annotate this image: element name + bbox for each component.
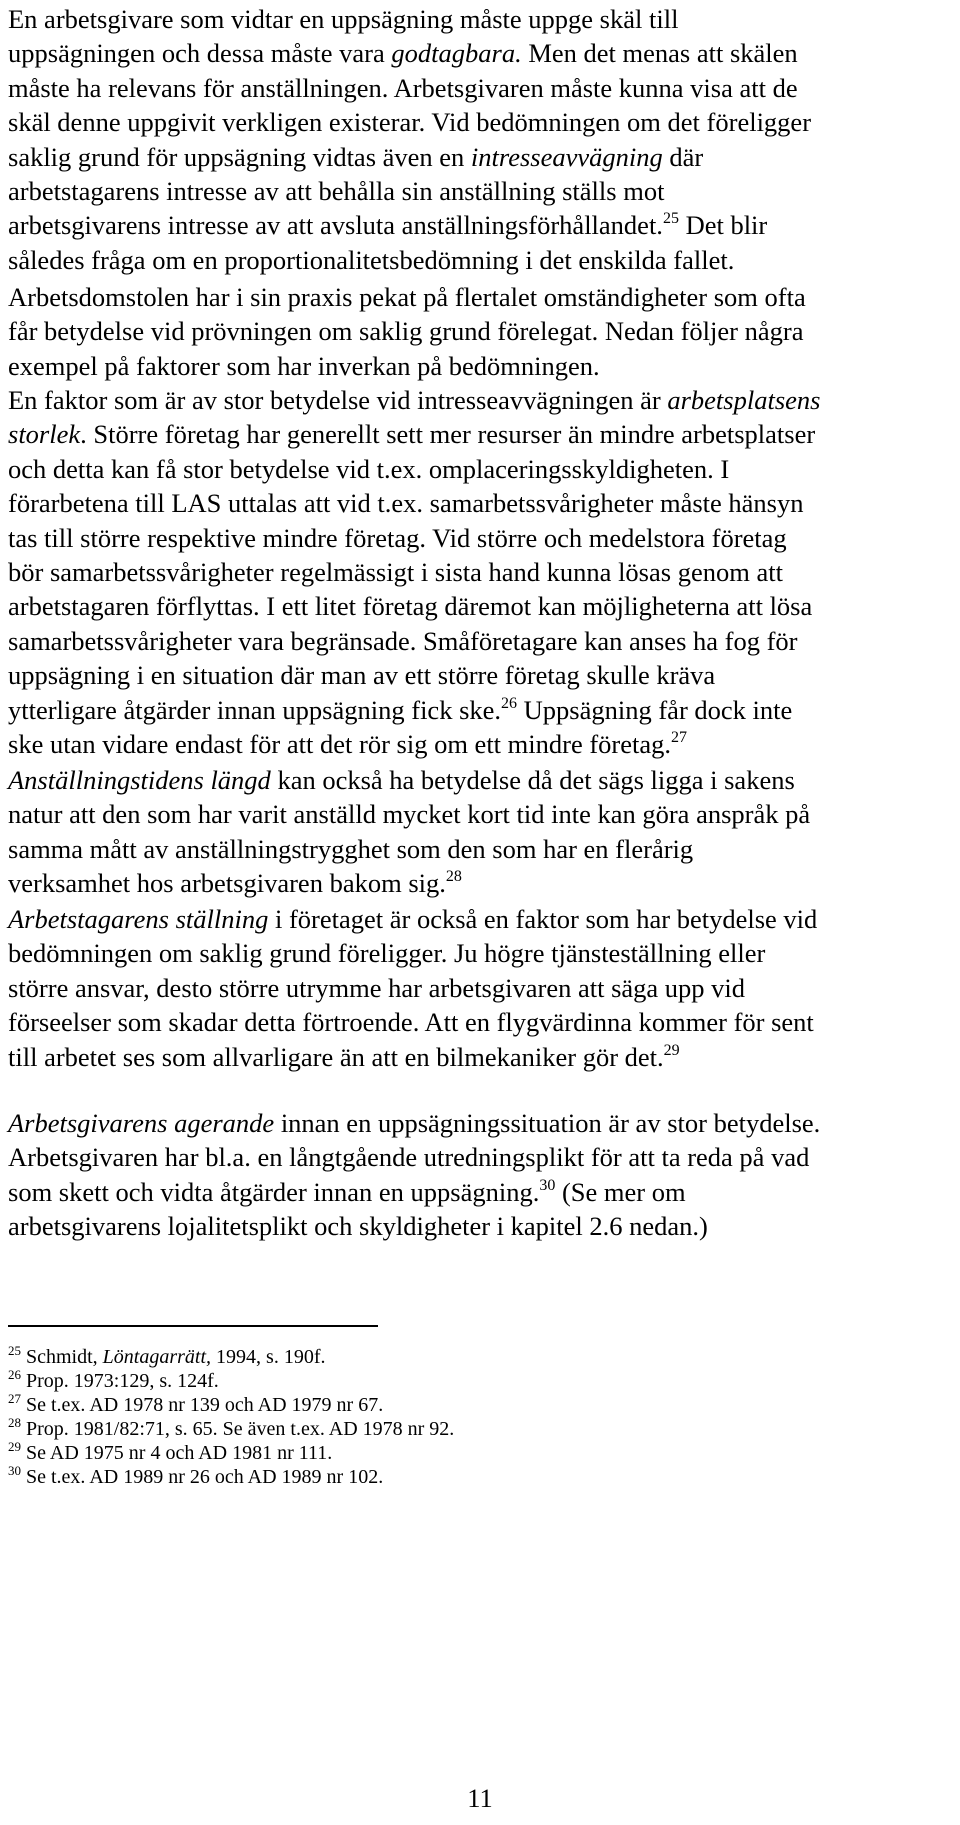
text-run: En faktor som är av stor betydelse vid intresseavvägningen är <box>8 385 668 415</box>
text-line <box>8 763 958 797</box>
paragraph-arbetsplatsens-storlek <box>8 383 958 761</box>
emphasis: Anställningstidens längd <box>8 765 271 795</box>
page-number: 11 <box>467 1783 493 1813</box>
text-line <box>8 105 958 139</box>
text-line <box>8 314 958 348</box>
text-line <box>8 727 958 761</box>
text-run: arbetsgivarens lojalitetsplikt och skyldigheter i kapitel 2.6 nedan.) <box>8 1211 708 1242</box>
footnote-ref: 26 <box>501 694 518 712</box>
text-line <box>8 589 958 623</box>
text-run: förarbetena till LAS uttalas att vid t.ex. samarbetssvårigheter måste hänsyn <box>8 488 804 519</box>
text-line <box>8 866 958 900</box>
emphasis: arbetsplatsens <box>667 385 821 415</box>
text-line <box>8 1209 958 1243</box>
text-line <box>8 1140 958 1174</box>
footnote-text: 1994, s. 190f. <box>211 1346 326 1368</box>
text-line <box>8 383 958 417</box>
footnote-28 <box>8 1415 455 1440</box>
emphasis: intresseavvägning <box>470 141 663 172</box>
text-line <box>8 1175 958 1209</box>
text-run: . Större företag har generellt sett mer resurser än mindre arbetsplatser <box>80 419 816 450</box>
paragraph-praxis <box>8 280 958 383</box>
text-run: bör samarbetssvårigheter regelmässigt i sista hand kunna lösas genom att <box>8 557 783 588</box>
text-run: uppsägning i en situation där man av ett större företag skulle kräva <box>8 660 716 691</box>
paragraph-arbetstagarens-stallning <box>8 902 958 1074</box>
footnote-25 <box>8 1343 326 1368</box>
text-line <box>8 140 958 174</box>
footnote-text: Prop. 1981/82:71, s. 65. Se även t.ex. AD 1978 nr 92. <box>26 1418 455 1440</box>
text-line <box>8 797 958 831</box>
emphasis: storlek <box>8 419 81 450</box>
text-run: uppsägningen och dessa måste vara <box>8 38 392 69</box>
footnote-number: 30 <box>8 1463 21 1478</box>
text-line <box>8 658 958 692</box>
text-line <box>8 2 958 36</box>
text-line <box>8 1106 958 1140</box>
text-line <box>8 280 958 314</box>
text-line <box>8 71 958 105</box>
footnote-text: Prop. 1973:129, s. 124f. <box>26 1370 219 1392</box>
footnote-ref: 28 <box>445 868 462 886</box>
text-line <box>8 208 958 242</box>
footnote-text: Se t.ex. AD 1989 nr 26 och AD 1989 nr 102. <box>26 1466 384 1488</box>
text-run: innan en uppsägningssituation är av stor betydelse. <box>274 1108 821 1138</box>
footnote-27 <box>8 1391 384 1416</box>
text-line <box>8 832 958 866</box>
text-line <box>8 174 958 208</box>
text-line <box>8 902 958 936</box>
text-run: ytterligare åtgärder innan uppsägning fick ske. <box>8 694 502 725</box>
text-run: Uppsägning får dock inte <box>517 694 793 725</box>
text-run: arbetstagaren förflyttas. I ett litet företag däremot kan möjligheterna att lösa <box>8 591 813 622</box>
text-run: samarbetssvårigheter vara begränsade. Småföretagare kan anses ha fog för <box>8 625 798 656</box>
text-line <box>8 555 958 589</box>
text-run: arbetsgivarens intresse av att avsluta anställningsförhållandet. <box>8 210 663 241</box>
emphasis: Arbetsgivarens agerande <box>8 1108 275 1138</box>
text-run: saklig grund för uppsägning vidtas även en <box>8 141 471 172</box>
text-line <box>8 624 958 658</box>
text-run: (Se mer om <box>555 1176 686 1207</box>
text-run: verksamhet hos arbetsgivaren bakom sig. <box>8 868 446 899</box>
text-run: bedömningen om saklig grund föreligger. Ju högre tjänsteställning eller <box>8 938 766 969</box>
text-line <box>8 486 958 520</box>
footnote-number: 25 <box>8 1343 21 1358</box>
footnote-number: 27 <box>8 1391 21 1406</box>
footnote-text: Schmidt, <box>26 1346 103 1368</box>
text-run: Det blir <box>678 210 768 241</box>
text-run: ske utan vidare endast för att det rör sig om ett mindre företag. <box>8 729 672 760</box>
text-run: arbetstagarens intresse av att behålla sin anställning ställs mot <box>8 176 665 207</box>
footnote-30 <box>8 1463 384 1488</box>
footnote-emphasis: Löntagarrätt, <box>102 1346 212 1368</box>
text-run: som skett och vidta åtgärder innan en uppsägning. <box>8 1176 540 1207</box>
text-line <box>8 971 958 1005</box>
text-run: till arbetet ses som allvarligare än att en bilmekaniker gör det. <box>8 1041 664 1072</box>
text-line <box>8 36 958 70</box>
text-line <box>8 1005 958 1039</box>
emphasis: Arbetstagarens ställning <box>8 904 269 934</box>
text-line <box>8 452 958 486</box>
footnote-separator <box>8 1325 378 1327</box>
footnote-ref: 29 <box>663 1041 680 1059</box>
text-run: där <box>662 141 704 172</box>
text-run: exempel på faktorer som har inverkan på bedömningen. <box>8 350 600 381</box>
footnote-text: Se t.ex. AD 1978 nr 139 och AD 1979 nr 67. <box>26 1394 384 1416</box>
text-run: Arbetsgivaren har bl.a. en långtgående utredningsplikt för att ta reda på vad <box>8 1142 810 1173</box>
footnote-ref: 30 <box>539 1176 556 1194</box>
text-line <box>8 521 958 555</box>
emphasis: godtagbara. <box>391 38 522 69</box>
text-run: natur att den som har varit anställd mycket kort tid inte kan göra anspråk på <box>8 799 811 830</box>
text-run: i företaget är också en faktor som har betydelse vid <box>268 904 818 934</box>
footnote-text: Se AD 1975 nr 4 och AD 1981 nr 111. <box>26 1442 333 1464</box>
text-run: förseelser som skadar detta förtroende. Att en flygvärdinna kommer för sent <box>8 1007 814 1038</box>
text-run: Men det menas att skälen <box>521 38 798 69</box>
text-run: tas till större respektive mindre företag. Vid större och medelstora företag <box>8 522 787 553</box>
text-run: får betydelse vid prövningen om saklig grund förelegat. Nedan följer några <box>8 316 804 347</box>
text-line <box>8 243 958 277</box>
paragraph-skal <box>8 2 958 277</box>
text-run: således fråga om en proportionalitetsbedömning i det enskilda fallet. <box>8 244 735 275</box>
paragraph-arbetsgivarens-agerande <box>8 1106 958 1244</box>
footnote-ref: 25 <box>662 210 679 228</box>
text-run: Arbetsdomstolen har i sin praxis pekat på flertalet omständigheter som ofta <box>8 282 806 312</box>
footnote-number: 28 <box>8 1415 21 1430</box>
text-run: skäl denne uppgivit verkligen existerar. Vid bedömningen om det föreligger <box>8 107 812 138</box>
text-line <box>8 693 958 727</box>
paragraph-anstallningstid <box>8 763 958 901</box>
footnote-ref: 27 <box>671 729 688 747</box>
text-run: större ansvar, desto större utrymme har arbetsgivaren att säga upp vid <box>8 972 746 1003</box>
text-run: måste ha relevans för anställningen. Arbetsgivaren måste kunna visa att de <box>8 72 798 103</box>
text-run: och detta kan få stor betydelse vid t.ex. omplaceringsskyldigheten. I <box>8 453 730 484</box>
text-run: En arbetsgivare som vidtar en uppsägning måste uppge skäl till <box>8 4 679 34</box>
text-run: kan också ha betydelse då det sägs ligga i sakens <box>270 765 795 795</box>
footnote-29 <box>8 1439 333 1464</box>
footnote-26 <box>8 1367 219 1392</box>
footnote-number: 26 <box>8 1367 21 1382</box>
text-run: samma mått av anställningstrygghet som den som har en flerårig <box>8 833 694 864</box>
text-line <box>8 1040 958 1074</box>
text-line <box>8 936 958 970</box>
footnote-number: 29 <box>8 1439 21 1454</box>
text-line <box>8 349 958 383</box>
text-line <box>8 417 958 451</box>
